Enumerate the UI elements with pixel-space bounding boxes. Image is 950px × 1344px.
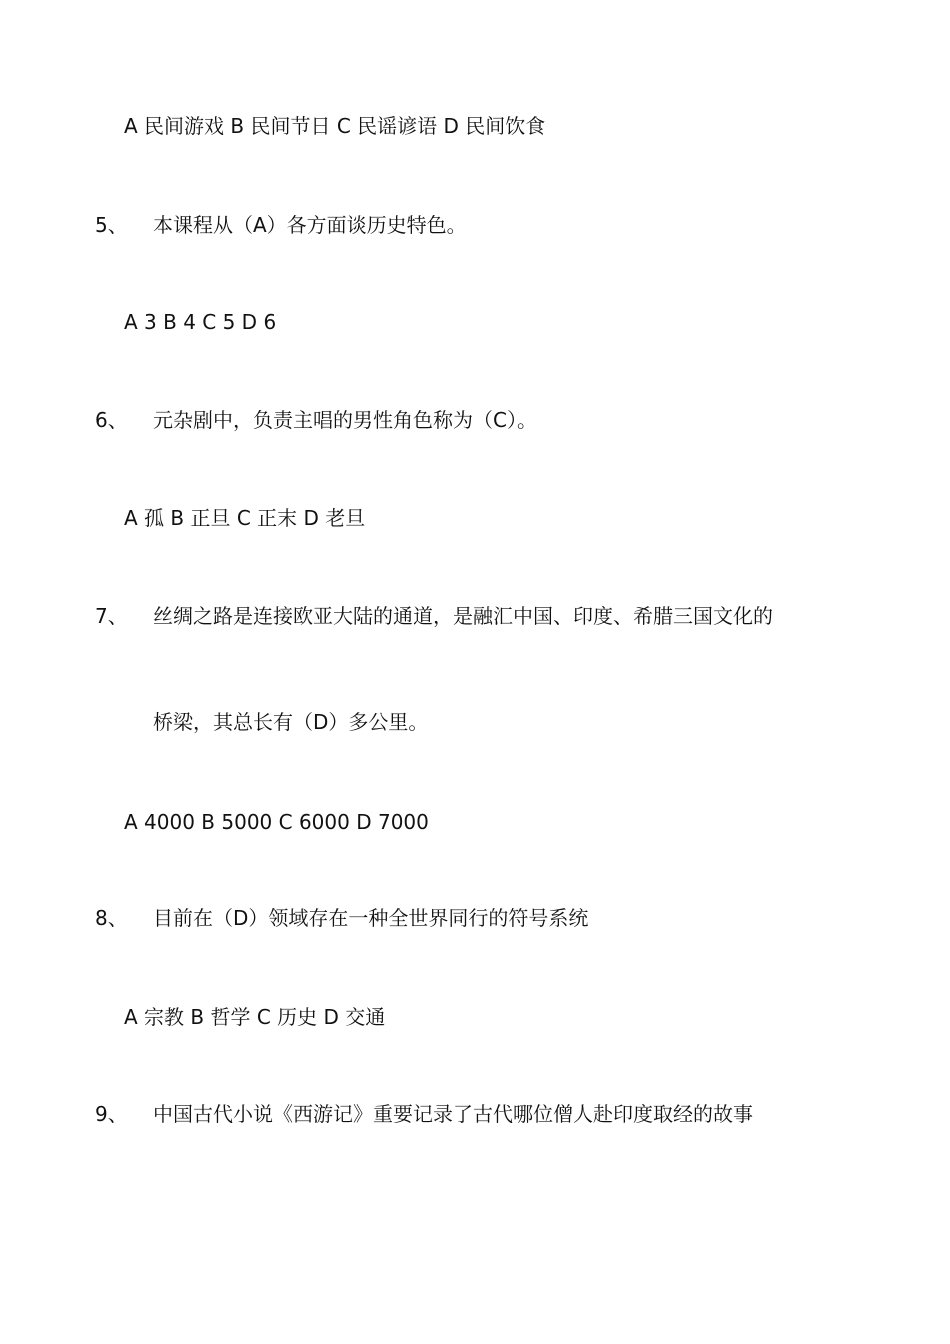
q6-text: 元杂剧中，负责主唱的男性角色称为（C）。 <box>153 408 537 432</box>
q5-number: 5、 <box>95 213 128 237</box>
q5-text: 本课程从（A）各方面谈历史特色。 <box>153 213 467 237</box>
q8-number: 8、 <box>95 906 128 930</box>
q7-text-continued: 桥梁，其总长有（D）多公里。 <box>153 710 429 734</box>
q6-options: A 孤 B 正旦 C 正末 D 老旦 <box>124 506 366 530</box>
q7-number: 7、 <box>95 604 128 628</box>
q5-options: A 3 B 4 C 5 D 6 <box>124 310 277 334</box>
q8-options: A 宗教 B 哲学 C 历史 D 交通 <box>124 1005 386 1029</box>
q7-text: 丝绸之路是连接欧亚大陆的通道，是融汇中国、印度、希腊三国文化的 <box>153 604 773 628</box>
q9-number: 9、 <box>95 1102 128 1126</box>
q9-text: 中国古代小说《西游记》重要记录了古代哪位僧人赴印度取经的故事 <box>153 1102 753 1126</box>
q8-text: 目前在（D）领域存在一种全世界同行的符号系统 <box>153 906 589 930</box>
q4-options: A 民间游戏 B 民间节日 C 民谣谚语 D 民间饮食 <box>124 114 546 138</box>
q6-number: 6、 <box>95 408 128 432</box>
q7-options: A 4000 B 5000 C 6000 D 7000 <box>124 810 429 834</box>
